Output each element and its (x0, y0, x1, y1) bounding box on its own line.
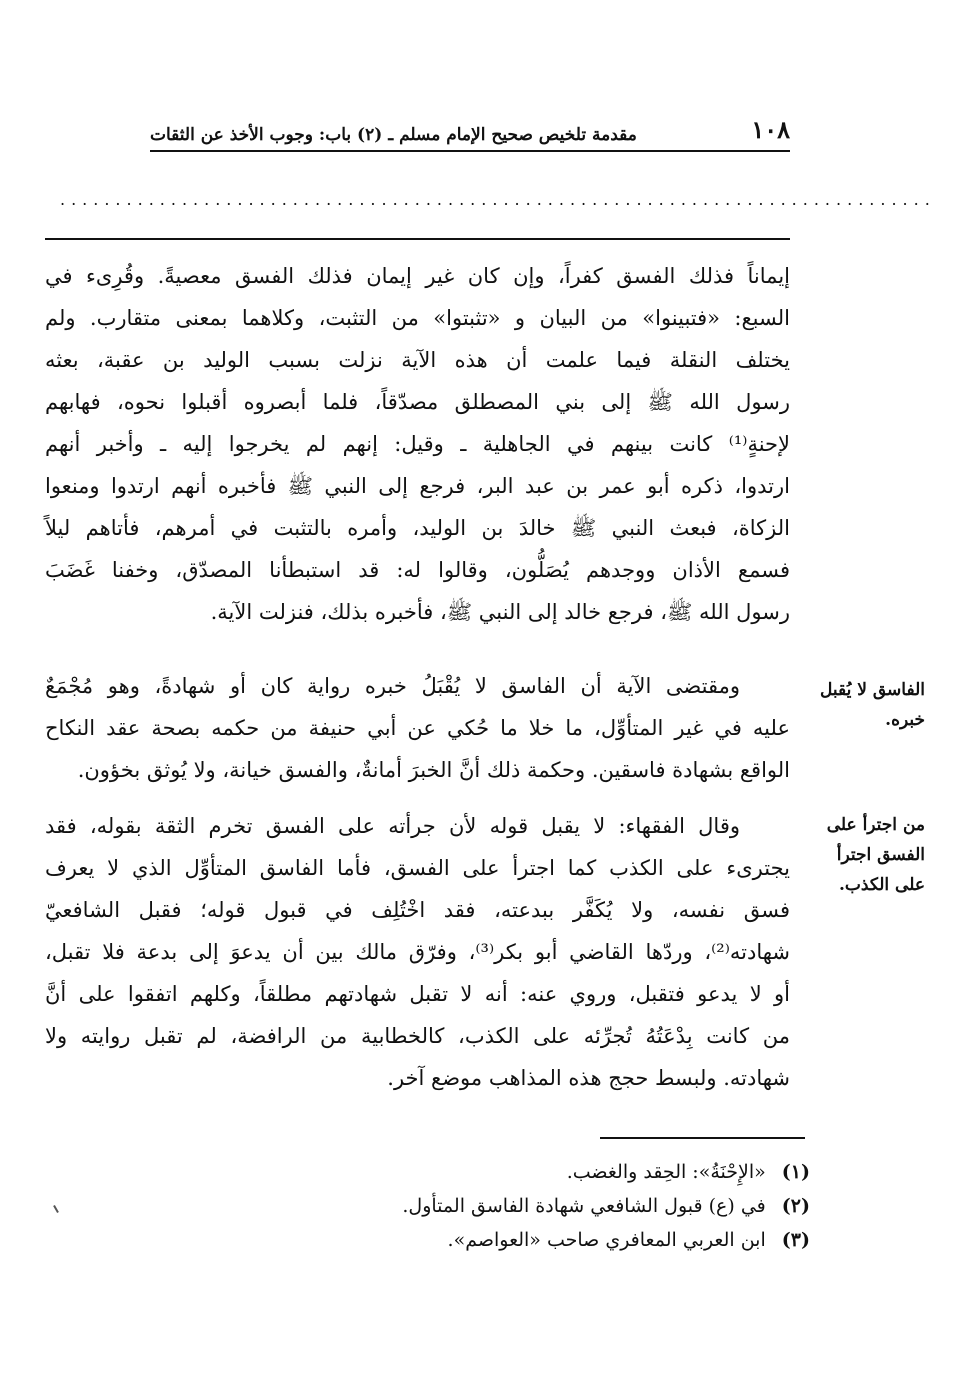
footnote (110, 1155, 810, 1189)
footnote-number: (٣) (781, 1229, 810, 1251)
text-line: يختلف النقلة فيما علمت أن هذه الآية نزلت بسبب الوليد بن عقبة، بعثه (45, 348, 790, 372)
text-line: شهادته. ولبسط حجج هذه المذاهب موضع آخر. (387, 1066, 790, 1090)
text-line: عليه في غير المتأوِّل، ما خلا ما حُكي عن أبي حنيفة من حكمه بصحة عقد النكاح (45, 716, 790, 740)
margin-note-fasiq (805, 675, 925, 735)
text-line: شهادته⁽²⁾، وردّها القاضي أبو بكر⁽³⁾، وفرّق مالك بين أن يدعوَ إلى بدعة فلا تقبل، (45, 940, 791, 964)
text-line: أو لا يدعو فتقبل، وروي عنه: أنه لا تقبل شهادتهم مطلقاً، وكلهم اتفقوا على أنَّ (45, 982, 790, 1006)
section-rule (45, 238, 790, 240)
margin-note-line: خبره. (885, 710, 925, 730)
page-number: ١٠٨ (751, 115, 790, 144)
paragraph-tafsir (45, 255, 790, 633)
text-line: وقال الفقهاء: لا يقبل قوله لأن جرأته على الفسق تخرم الثقة بقوله، فقد (45, 814, 740, 838)
text-line: ارتدوا، ذكره أبو عمر بن عبد البر، فرجع إلى النبي ﷺ فأخبره أنهم ارتدوا ومنعوا (45, 474, 790, 498)
text-line: فسق نفسه، ولا يُكَفَّر ببدعته، فقد اخْتُلِف في قبول قوله؛ فقبل الشافعيّ (45, 898, 790, 922)
text-line: الزكاة، فبعث النبي ﷺ خالدَ بن الوليد، وأمره بالتثبت في أمرهم، فأتاهم ليلاً (45, 516, 790, 540)
dotted-separator: ............................................................................... (60, 190, 936, 209)
text-line: فسمع الأذان ووجدهم يُصَلُّون، وقالوا له: قد استبطأنا المصدّق، وخفنا غَضَبَ (45, 558, 790, 582)
text-line: من كانت بِدْعَتُهُ تُجرِّئه على الكذب، كالخطابية من الرافضة، لم تقبل روايته ولا (45, 1024, 790, 1048)
margin-note-line: الفسق اجترأ (836, 845, 925, 865)
paragraph-fasiq (45, 665, 790, 791)
header-rule (150, 150, 790, 152)
footnotes (110, 1155, 810, 1257)
text-line: إيماناً فذلك الفسق كفراً، وإن كان غير إيمان فذلك الفسق معصيةً. وقُرِىء في (45, 264, 790, 288)
footnote-rule (600, 1137, 805, 1139)
footnote-number: (١) (781, 1161, 810, 1183)
paragraph-fuqaha (45, 805, 790, 1099)
margin-note-line: على الكذب. (839, 875, 925, 895)
footnote (110, 1189, 810, 1223)
text-line: رسول الله ﷺ، فرجع خالد إلى النبي ﷺ، فأخبره بذلك، فنزلت الآية. (210, 600, 790, 624)
running-title: مقدمة تلخيص صحيح الإمام مسلم ـ (٢) باب: وجوب الأخذ عن الثقات (150, 125, 637, 145)
text-line: السبع: «فتبينوا» من البيان و «تثبتوا» من التثبت، وكلاهما بمعنى متقارب. ولم (45, 306, 790, 330)
scan-speck (53, 1205, 59, 1213)
text-line: يجترىء على الكذب كما اجترأ على الفسق، فأما الفاسق المتأوِّل الذي لا يعرف (45, 856, 790, 880)
footnote (110, 1223, 810, 1257)
text-line: رسول الله ﷺ إلى بني المصطلق مصدّقاً، فلما أبصروه أقبلوا نحوه، فهابهم (45, 390, 790, 414)
text-line: لإحنةٍ⁽¹⁾ كانت بينهم في الجاهلية ـ وقيل: إنهم لم يخرجوا إليه ـ وأخبر أنهم (45, 432, 790, 456)
margin-note-line: الفاسق لا يُقبل (820, 680, 925, 700)
margin-note-line: من اجترأ على (826, 815, 925, 835)
footnote-text: ابن العربي المعافري صاحب «العواصم». (447, 1229, 766, 1251)
text-line: ومقتضى الآية أن الفاسق لا يُقْبَلُ خبره رواية كان أو شهادةً، وهو مُجْمَعٌ (45, 674, 740, 698)
footnote-text: «الإِحْنَةُ»: الحِقد والغضب. (566, 1161, 766, 1183)
text-line: الواقع بشهادة فاسقين. وحكمة ذلك أنَّ الخبرَ أمانةٌ، والفسق خيانة، ولا يُوثق بخؤون. (77, 758, 790, 782)
margin-note-kadhib (805, 810, 925, 900)
footnote-number: (٢) (781, 1195, 810, 1217)
footnote-text: في (ع) قبول الشافعي شهادة الفاسق المتأول. (402, 1195, 766, 1217)
page-header (150, 115, 790, 155)
